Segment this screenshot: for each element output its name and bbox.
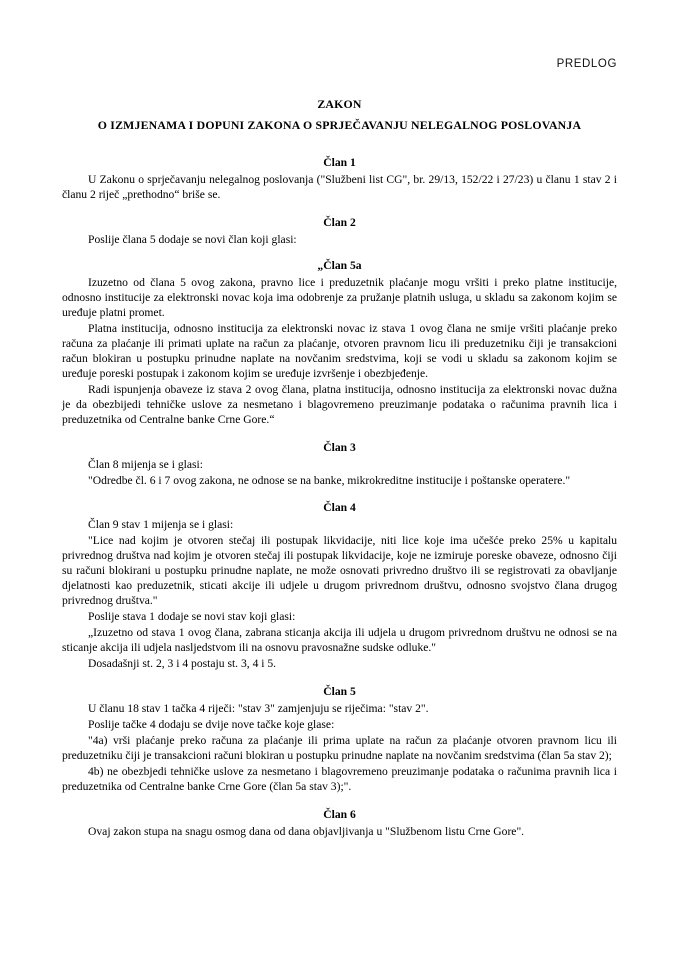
article-paragraph: Ovaj zakon stupa na snagu osmog dana od dana objavljivanja u "Službenom listu Crne Gore". bbox=[88, 824, 525, 838]
draft-label: PREDLOG bbox=[556, 58, 617, 70]
article-paragraph: "Lice nad kojim je otvoren stečaj ili postupak likvidacije, niti lice koje ima učešće preko 25% u kapitalu privrednog društva nad kojim je otvoren stečaj ili postupak likvidacije, koje ne izmiruje poreske obaveze, odnosno čiji su računi blokirani u postupku prinudne naplate, ne može osnovati privredno društvo ili se registrovati za obavljanje djelatnosti kao preduzetnik, sticati akcije ili udjele u drugom privrednom društvu, odnosno svojstvo člana drugog privrednog društva." bbox=[62, 534, 617, 608]
article-paragraph: „Izuzetno od stava 1 ovog člana, zabrana sticanja akcija ili udjela u drugom privrednom društvu ne odnosi se na sticanje akcija ili udjela nasljedstvom ili na osnovu pravosnažne sudske odluke." bbox=[62, 626, 617, 655]
article-paragraph: 4b) ne obezbjedi tehničke uslove za nesmetano i blagovremeno preuzimanje podataka o računima pravnih lica i preduzetnika od Centralne banke Crne Gore (član 5a stav 3);". bbox=[62, 764, 617, 793]
article-heading: Član 2 bbox=[323, 216, 356, 230]
document-subtitle: O IZMJENAMA I DOPUNI ZAKONA O SPRJEČAVANJU NELEGALNOG POSLOVANJA bbox=[97, 118, 582, 133]
article-heading: Član 5 bbox=[323, 685, 356, 699]
article-paragraph: Član 9 stav 1 mijenja se i glasi: bbox=[88, 518, 234, 532]
article-heading: Član 4 bbox=[323, 501, 356, 515]
document-title: ZAKON bbox=[317, 97, 362, 111]
article-paragraph: Radi ispunjenja obaveze iz stava 2 ovog člana, platna institucija, odnosno institucija za elektronski novac dužna je da obezbijedi tehničke uslove za nesmetano i blagovremeno preuzimanje podataka o računima pravnih lica i preduzetnika od Centralne banke Crne Gore.“ bbox=[62, 382, 617, 426]
article-heading: Član 6 bbox=[323, 807, 356, 821]
article-paragraph: Dosadašnji st. 2, 3 i 4 postaju st. 3, 4 i 5. bbox=[88, 657, 277, 671]
article-heading: „Član 5a bbox=[317, 259, 362, 273]
article-paragraph: Izuzetno od člana 5 ovog zakona, pravno lice i preduzetnik plaćanje mogu vršiti i preko platne institucije, odnosno institucije za elektronski novac koja ima odobrenje za pružanje platnih usluga, u skladu sa zakonom kojim se uređuje platni promet. bbox=[62, 276, 617, 319]
article-paragraph: U Zakonu o sprječavanju nelegalnog poslovanja ("Službeni list CG", br. 29/13, 152/22 i 27/23) u članu 1 stav 2 i članu 2 riječ „prethodno“ briše se. bbox=[62, 173, 617, 202]
article-paragraph: "Odredbe čl. 6 i 7 ovog zakona, ne odnose se na banke, mikrokreditne institucije i poštanske operatere." bbox=[88, 473, 571, 487]
article-heading: Član 3 bbox=[323, 440, 356, 454]
article-paragraph: U članu 18 stav 1 tačka 4 riječi: "stav 3" zamjenjuju se riječima: "stav 2". bbox=[88, 702, 429, 716]
article-heading: Član 1 bbox=[323, 156, 356, 170]
article-paragraph: Član 8 mijenja se i glasi: bbox=[88, 457, 203, 471]
article-paragraph: Platna institucija, odnosno institucija za elektronski novac iz stava 1 ovog člana ne smije vršiti plaćanje preko računa za plaćanje ili primati uplate na račun za plaćanje, otvoren pravnom licu ili preduzetniku čiji je transakcioni račun blokiran u postupku prinudne naplate na novčanim sredstvima, koji se vodi u skladu sa zakonom kojim se uređuje poreski postupak i zakonom kojim se uređuje izvršenje i obezbjeđenje. bbox=[62, 321, 617, 380]
article-paragraph: Poslije stava 1 dodaje se novi stav koji glasi: bbox=[88, 610, 296, 624]
article-paragraph: "4a) vrši plaćanje preko računa za plaćanje ili prima uplate na račun za plaćanje otvoren pravnom licu ili preduzetniku čiji je transakcioni računi blokiran u postupku prinudne naplate na novčanim sredstvima (član 5a stav 2); bbox=[62, 733, 617, 762]
article-paragraph: Poslije tačke 4 dodaju se dvije nove tačke koje glase: bbox=[88, 717, 335, 731]
article-paragraph: Poslije člana 5 dodaje se novi član koji glasi: bbox=[88, 233, 297, 247]
